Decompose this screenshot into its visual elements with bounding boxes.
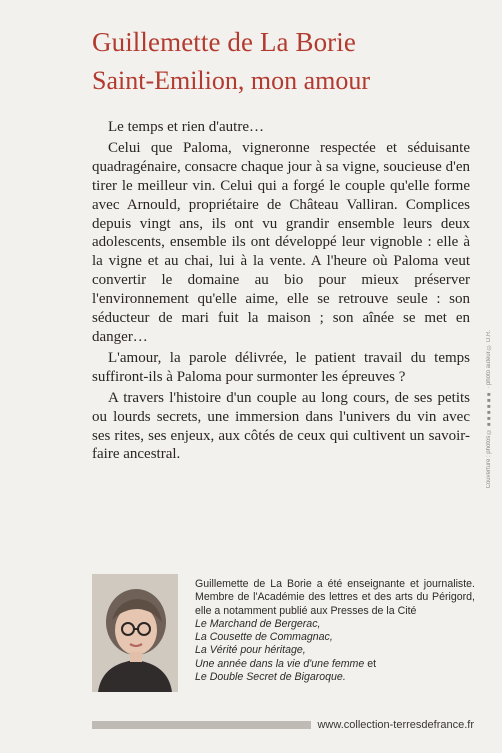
photo-credits: Couverture : photos © ■■■■■■ · photo auteur © D.R. bbox=[486, 330, 492, 489]
blurb-paragraph: A travers l'histoire d'un couple au long cours, de ses petits ou lourds secrets, une immersion dans l'univers du vin avec ses rites, ses enjeux, aux côtés de ceux qui cultivent un savoir-faire ancestral. bbox=[92, 389, 470, 463]
book-title-cousette: La Cousette de Commagnac, bbox=[195, 631, 333, 644]
book-title-verite: La Vérité pour héritage, bbox=[195, 644, 306, 657]
bio-intro: Guillemette de La Borie a été enseignante et journaliste. Membre de l'Académie des lettres et des arts du Périgord, elle a notamment publié aux Presses de la Cité bbox=[195, 578, 475, 617]
author-portrait-image bbox=[92, 574, 178, 692]
bio-conjunction: et bbox=[367, 657, 377, 670]
book-title-double-secret: Le Double Secret de Bigaroque. bbox=[195, 671, 346, 684]
website-link[interactable]: www.collection-terresdefrance.fr bbox=[317, 719, 474, 731]
author-name: Guillemette de La Borie bbox=[92, 27, 356, 57]
blurb-paragraph: L'amour, la parole délivrée, le patient travail du temps suffiront-ils à Paloma pour surmonter les épreuves ? bbox=[92, 349, 470, 385]
author-bio bbox=[195, 578, 475, 684]
book-title: Saint-Emilion, mon amour bbox=[92, 66, 371, 95]
book-blurb bbox=[92, 118, 470, 466]
author-photo bbox=[92, 574, 178, 692]
book-title-marchand: Le Marchand de Bergerac, bbox=[195, 617, 321, 630]
footer-rule bbox=[92, 721, 311, 729]
footer-bar bbox=[92, 719, 474, 731]
blurb-paragraph: Le temps et rien d'autre… bbox=[108, 119, 264, 135]
book-title-annee: Une année dans la vie d'une femme bbox=[195, 657, 365, 670]
blurb-paragraph: Celui que Paloma, vigneronne respectée et séduisante quadragénaire, consacre chaque jour à sa vigne, soucieuse d'en tirer le meilleur vin. Celui qui a forgé le couple qu'elle forme avec Arnould, propriétaire de Château Valliran. Complices depuis vingt ans, ils ont vu grandir ensemble leurs deux adolescents, ensemble ils ont développé leur vignoble : elle à la vigne et au chai, lui à la vente. A l'heure où Paloma veut convertir le domaine au bio pour mieux préserver l'environnement qu'elle aime, elle se retrouve seule : son séducteur de mari fuit la maison ; son aînée se met en danger… bbox=[92, 139, 470, 345]
